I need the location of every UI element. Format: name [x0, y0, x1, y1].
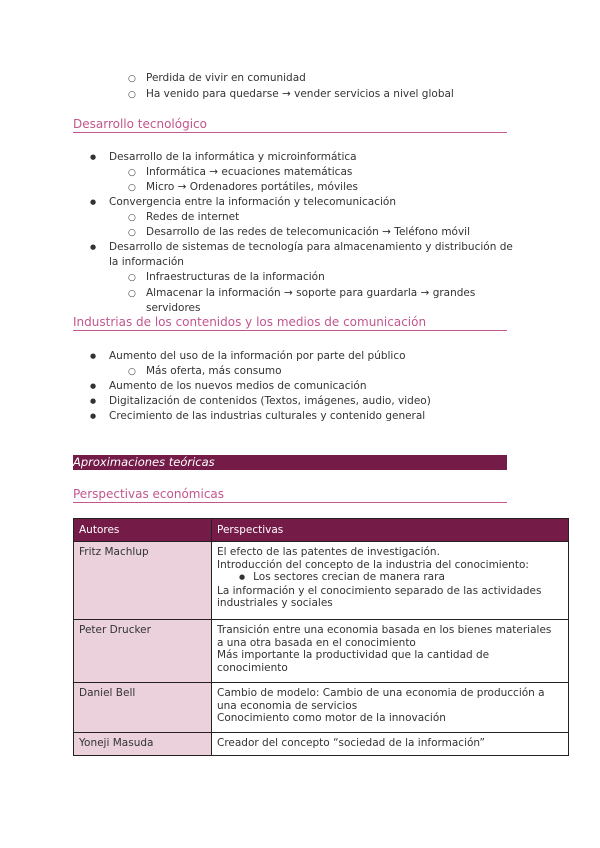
- perspective-line: conocimiento: [217, 661, 288, 674]
- list-item: Almacenar la información → soporte para guardarla → grandes: [146, 287, 476, 299]
- bullet-disc-icon: [90, 240, 96, 255]
- bullet-circle-icon: [128, 364, 136, 379]
- bullet-disc-icon: [90, 409, 96, 424]
- perspective-line: a una otra basada en el conocimiento: [217, 636, 416, 649]
- table-row: [74, 620, 569, 683]
- table-row: [74, 542, 569, 620]
- list-item: Desarrollo de sistemas de tecnología para almacenamiento y distribución de: [109, 241, 513, 253]
- perspective-line: Conocimiento como motor de la innovación: [217, 712, 446, 725]
- perspective-line: industriales y sociales: [217, 597, 333, 610]
- perspective-line: Más importante la productividad que la cantidad de: [217, 649, 490, 662]
- list-item: Infraestructuras de la información: [146, 271, 325, 283]
- list-item: Micro → Ordenadores portátiles, móviles: [146, 181, 358, 193]
- section-heading-perspectivas: Perspectivas económicas: [73, 487, 507, 503]
- bullet-circle-icon: [128, 71, 136, 86]
- bullet-disc-icon: [90, 379, 96, 394]
- list-item: Desarrollo de la informática y microinformática: [109, 151, 357, 163]
- list-item: Aumento del uso de la información por parte del público: [109, 350, 406, 362]
- list-item: Perdida de vivir en comunidad: [146, 72, 306, 84]
- perspective-cell: [212, 542, 569, 620]
- bullet-circle-icon: [128, 165, 136, 180]
- bullet-circle-icon: [128, 270, 136, 285]
- list-item: Crecimiento de las industrias culturales y contenido general: [109, 410, 426, 422]
- table-row: [74, 733, 569, 756]
- bullet-circle-icon: [128, 180, 136, 195]
- perspective-cell: [212, 620, 569, 683]
- list-item-continuation: la información: [109, 256, 184, 268]
- bullet-circle-icon: [128, 225, 136, 240]
- bullet-circle-icon: [128, 87, 136, 102]
- header-perspectivas: Perspectivas: [212, 519, 569, 542]
- section-heading-industrias: Industrias de los contenidos y los medios de comunicación: [73, 315, 507, 331]
- header-autores: Autores: [74, 519, 212, 542]
- table-header-row: [74, 519, 569, 542]
- perspective-line: Transición entre una economia basada en los bienes materiales: [217, 624, 552, 636]
- list-item: Más oferta, más consumo: [146, 365, 282, 377]
- author-cell: Daniel Bell: [74, 683, 212, 733]
- perspective-line: Creador del concepto “sociedad de la información”: [217, 737, 485, 749]
- perspective-line: La información y el conocimiento separado de las actividades: [217, 584, 542, 597]
- bullet-circle-icon: [128, 286, 136, 301]
- list-item: Digitalización de contenidos (Textos, imágenes, audio, video): [109, 395, 431, 407]
- author-cell: Yoneji Masuda: [74, 733, 212, 756]
- perspective-cell: [212, 733, 569, 756]
- list-item: Redes de internet: [146, 211, 240, 223]
- bullet-circle-icon: [128, 210, 136, 225]
- bullet-disc-icon: [90, 349, 96, 364]
- list-item: Ha venido para quedarse → vender servicios a nivel global: [146, 88, 454, 100]
- perspective-cell: [212, 683, 569, 733]
- list-item: Aumento de los nuevos medios de comunicación: [109, 380, 367, 392]
- perspective-line: Cambio de modelo: Cambio de una economia de producción a: [217, 687, 545, 699]
- list-item: Convergencia entre la información y telecomunicación: [109, 196, 396, 208]
- section-title-aproximaciones: Aproximaciones teóricas: [73, 455, 507, 470]
- bullet-disc-icon: [90, 394, 96, 409]
- perspective-bullet: ● Los sectores crecian de manera rara: [217, 571, 563, 585]
- list-item: Informática → ecuaciones matemáticas: [146, 166, 353, 178]
- author-cell: Peter Drucker: [74, 620, 212, 683]
- perspectives-table: [73, 518, 569, 756]
- perspective-line: una economia de servicios: [217, 699, 358, 712]
- bullet-disc-icon: [90, 150, 96, 165]
- perspective-line: Introducción del concepto de la industria del conocimiento:: [217, 558, 529, 571]
- author-cell: Fritz Machlup: [74, 542, 212, 620]
- list-item: Desarrollo de las redes de telecomunicación → Teléfono móvil: [146, 226, 471, 238]
- section-heading-desarrollo: Desarrollo tecnológico: [73, 117, 507, 133]
- bullet-disc-icon: [90, 195, 96, 210]
- perspective-line: El efecto de las patentes de investigación.: [217, 546, 440, 558]
- table-row: [74, 683, 569, 733]
- list-item-continuation: servidores: [146, 302, 201, 314]
